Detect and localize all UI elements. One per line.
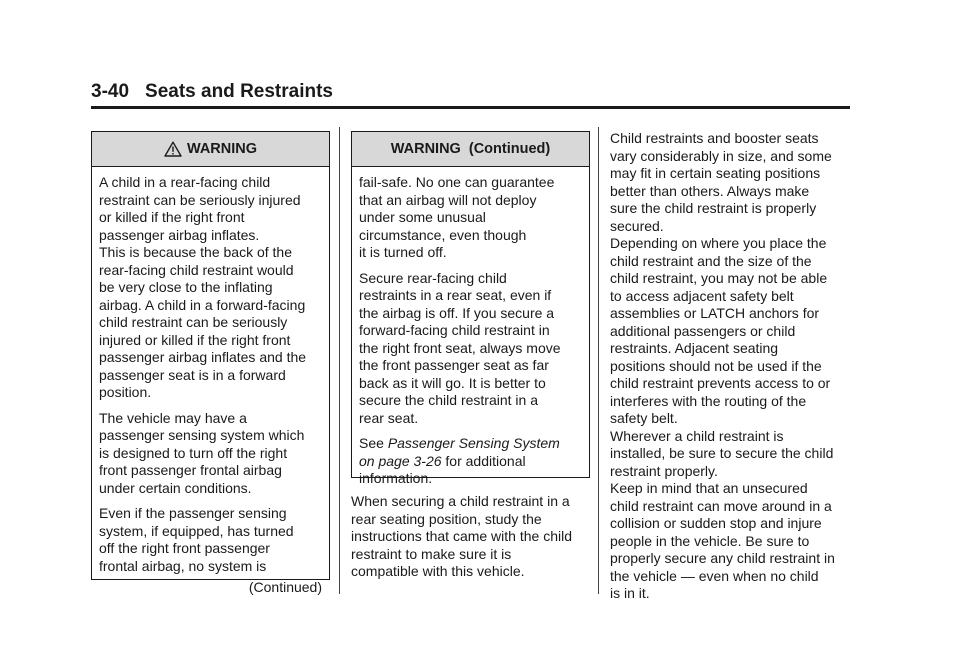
warning-paragraph: Secure rear-facing child restraints in a rear seat, even if the airbag is off. If you secure a forward-facing child restraint in the right front seat, always move the front passenger seat as far back as it will go. It is better to secure the child restraint in a rear seat. [359, 269, 561, 426]
column-divider-left [339, 127, 340, 594]
continued-label: (Continued) [248, 579, 322, 595]
body-paragraph: Wherever a child restraint is installed, be sure to secure the child restraint properly. [610, 427, 834, 479]
body-text [351, 493, 596, 581]
column-divider-right [598, 127, 599, 594]
page-header [91, 80, 850, 104]
warning-header [92, 132, 329, 167]
body-paragraph: When securing a child restraint in a rear seating position, study the instructions that came with the child restraint to make sure it is compatible with this vehicle. [351, 493, 572, 579]
body-paragraph: Keep in mind that an unsecured child restraint can move around in a collision or sudden stop and injure people in the vehicle. Be sure to properly secure any child restraint in the vehicle — even when no child is in it. [610, 480, 835, 601]
warning-continued-box [351, 131, 590, 486]
cross-reference-page[interactable]: on page 3-26 [359, 452, 442, 469]
warning-paragraph: Even if the passenger sensing system, if equipped, has turned off the right front passenger frontal airbag, no system is [99, 505, 294, 574]
warning-box [91, 131, 330, 595]
header-rule [91, 106, 850, 109]
see-reference-paragraph: See Passenger Sensing System on page 3-26 for additional information. [359, 435, 560, 486]
warning-paragraph: The vehicle may have a passenger sensing system which is designed to turn off the right front passenger frontal airbag under certain conditions. [99, 409, 305, 496]
body-text-column [610, 130, 860, 603]
page-number: 3-40 [91, 81, 130, 102]
section-title: Seats and Restraints [145, 81, 333, 102]
cross-reference-link[interactable]: Passenger Sensing System [387, 435, 560, 451]
warning-continued-title: WARNING (Continued) [390, 141, 551, 157]
warning-triangle-icon [164, 141, 182, 157]
warning-continued-header [352, 132, 589, 167]
warning-paragraph: fail-safe. No one can guarantee that an airbag will not deploy under some unusual circumstance, even though it is turned off. [359, 174, 555, 260]
body-paragraph: Child restraints and booster seats vary considerably in size, and some may fit in certain seating positions better than others. Always make sure the child restraint is properly secured. [610, 130, 832, 234]
body-paragraph: Depending on where you place the child restraint and the size of the child restraint, you may not be able to access adjacent safety belt assemblies or LATCH anchors for additional passengers or child restraints. Adjacent seating positions should not be used if the child restraint prevents access to or interferes with the routing of the safety belt. [610, 235, 831, 426]
warning-title: WARNING [186, 141, 258, 157]
warning-paragraph: A child in a rear-facing child restraint can be seriously injured or killed if the right front passenger airbag inflates. This is because the back of the rear-facing child restraint would be very close to the inflating airbag. A child in a forward-facing child restraint can be seriously injured or killed if the right front passenger airbag inflates and the passenger seat is in a forward position. [99, 174, 307, 400]
